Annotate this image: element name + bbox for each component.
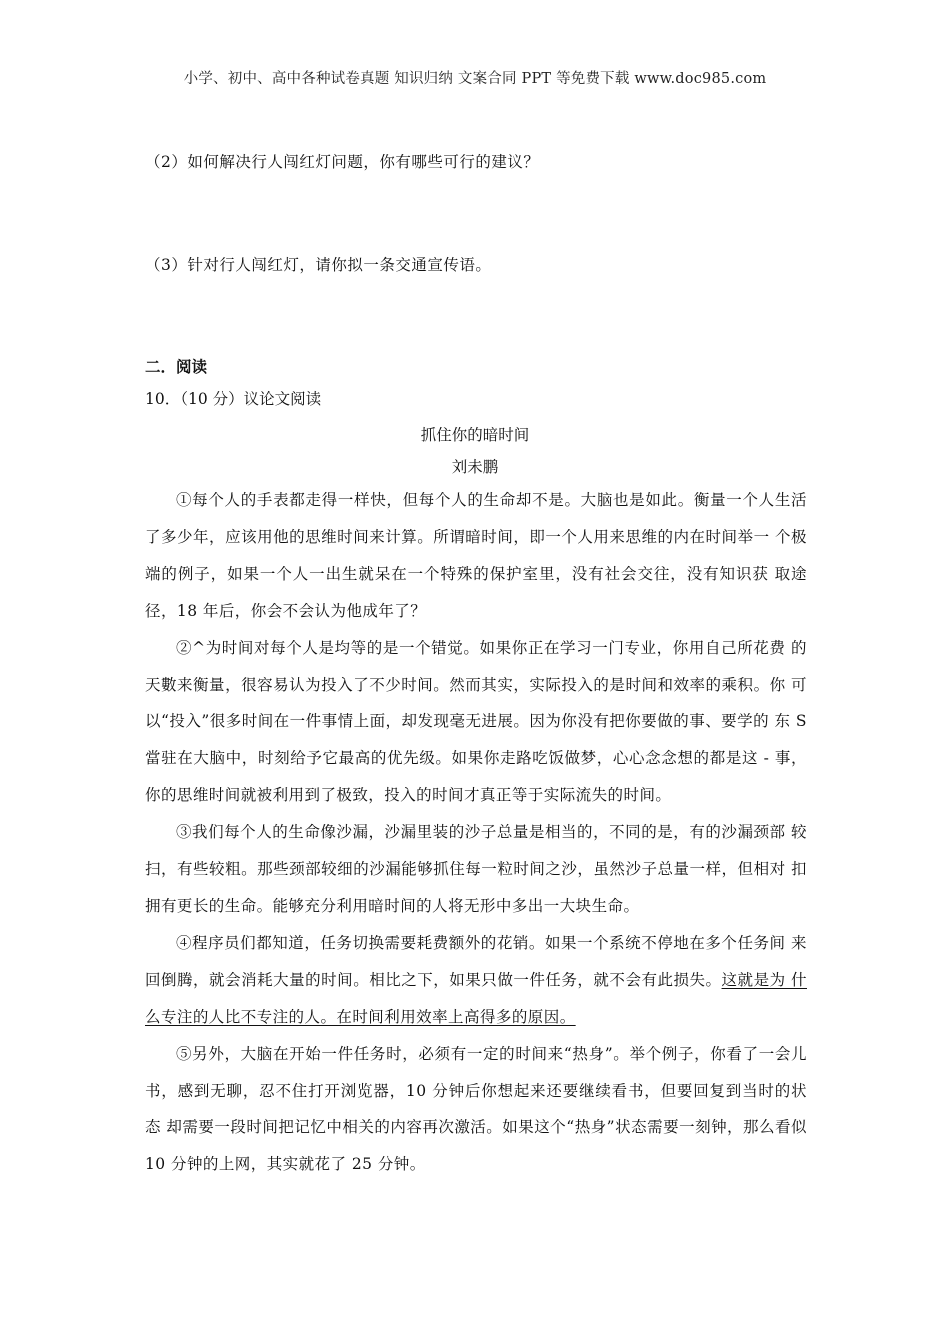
page-header-banner: 小学、初中、高中各种试卷真题 知识归纳 文案合同 PPT 等免费下载 www.doc985.com — [183, 71, 767, 87]
paragraph-4 — [145, 925, 807, 1036]
question-10-label: 10．（10 分）议论文阅读 — [145, 390, 322, 408]
article-author: 刘未鹏 — [451, 458, 499, 476]
question-2-text: （2）如何解决行人闯红灯问题，你有哪些可行的建议？ — [145, 153, 540, 171]
question-3-text: （3）针对行人闯红灯，请你拟一条交通宣传语。 — [145, 256, 492, 274]
paragraph-1: ①每个人的手表都走得一样快，但每个人的生命却不是。大脑也是如此。衡量一个人生活了多少年，应该用他的思维时间来计算。所谓暗时间，即一个人用来思维的内在时间举一 个极端的例子，如果一个人一出生就呆在一个特殊的保护室里，没有社会交往，没有知识获 取途径，18 年后，你会不会认为他成年了？ — [145, 491, 807, 620]
article-title: 抓住你的暗时间 — [420, 426, 530, 444]
paragraph-2: ②^为时间对每个人是均等的是一个错觉。如果你正在学习一门专业，你用自己所花费 的天數来衡量，很容易认为投入了不少时间。然而其实，实际投入的是时间和效率的乘积。你 可以“投入”很多时间在一件事情上面，却发现毫无进展。因为你没有把你要做的事、要学的 东 S 當驻在大脑中，时刻给予它最高的优先级。如果你走路吃饭做梦，心心念念想的都是这 - 事，你的思维时间就被利用到了极致，投入的时间才真正等于实际流失的时间。 — [145, 638, 807, 805]
paragraph-4-underlined-sentence: 这就是为 什么专注的人比不专注的人。在时间利用效率上高得多的原因。 — [145, 970, 807, 1026]
paragraph-3: ③我们每个人的生命像沙漏，沙漏里装的沙子总量是相当的，不同的是，有的沙漏颈部 较扫，有些较粗。那些颈部较细的沙漏能够抓住每一粒时间之沙，虽然沙子总量一样，但相对 扣拥有更长的生命。能够充分利用暗时间的人将无形中多出一大块生命。 — [145, 823, 807, 915]
paragraph-4-text: ④程序员们都知道，任务切换需要耗费额外的花销。如果一个系统不停地在多个任务间 来回倒腾，就会消耗大量的时间。相比之下，如果只做一件任务，就不会有此损失。 — [145, 933, 807, 989]
section-heading: 二．阅读 — [145, 357, 208, 376]
paragraph-5: ⑤另外，大脑在开始一件任务时，必须有一定的时间来“热身”。举个例子，你看了一会儿 书，感到无聊，忍不住打开浏览器，10 分钟后你想起来还要继续看书，但要回复到当时的状态 却需要一段时间把记忆中相关的内容再次激活。如果这个“热身”状态需要一刻钟，那么看似 10 分钟的上网，其实就花了 25 分钟。 — [145, 1044, 807, 1174]
article-body — [145, 482, 807, 1183]
